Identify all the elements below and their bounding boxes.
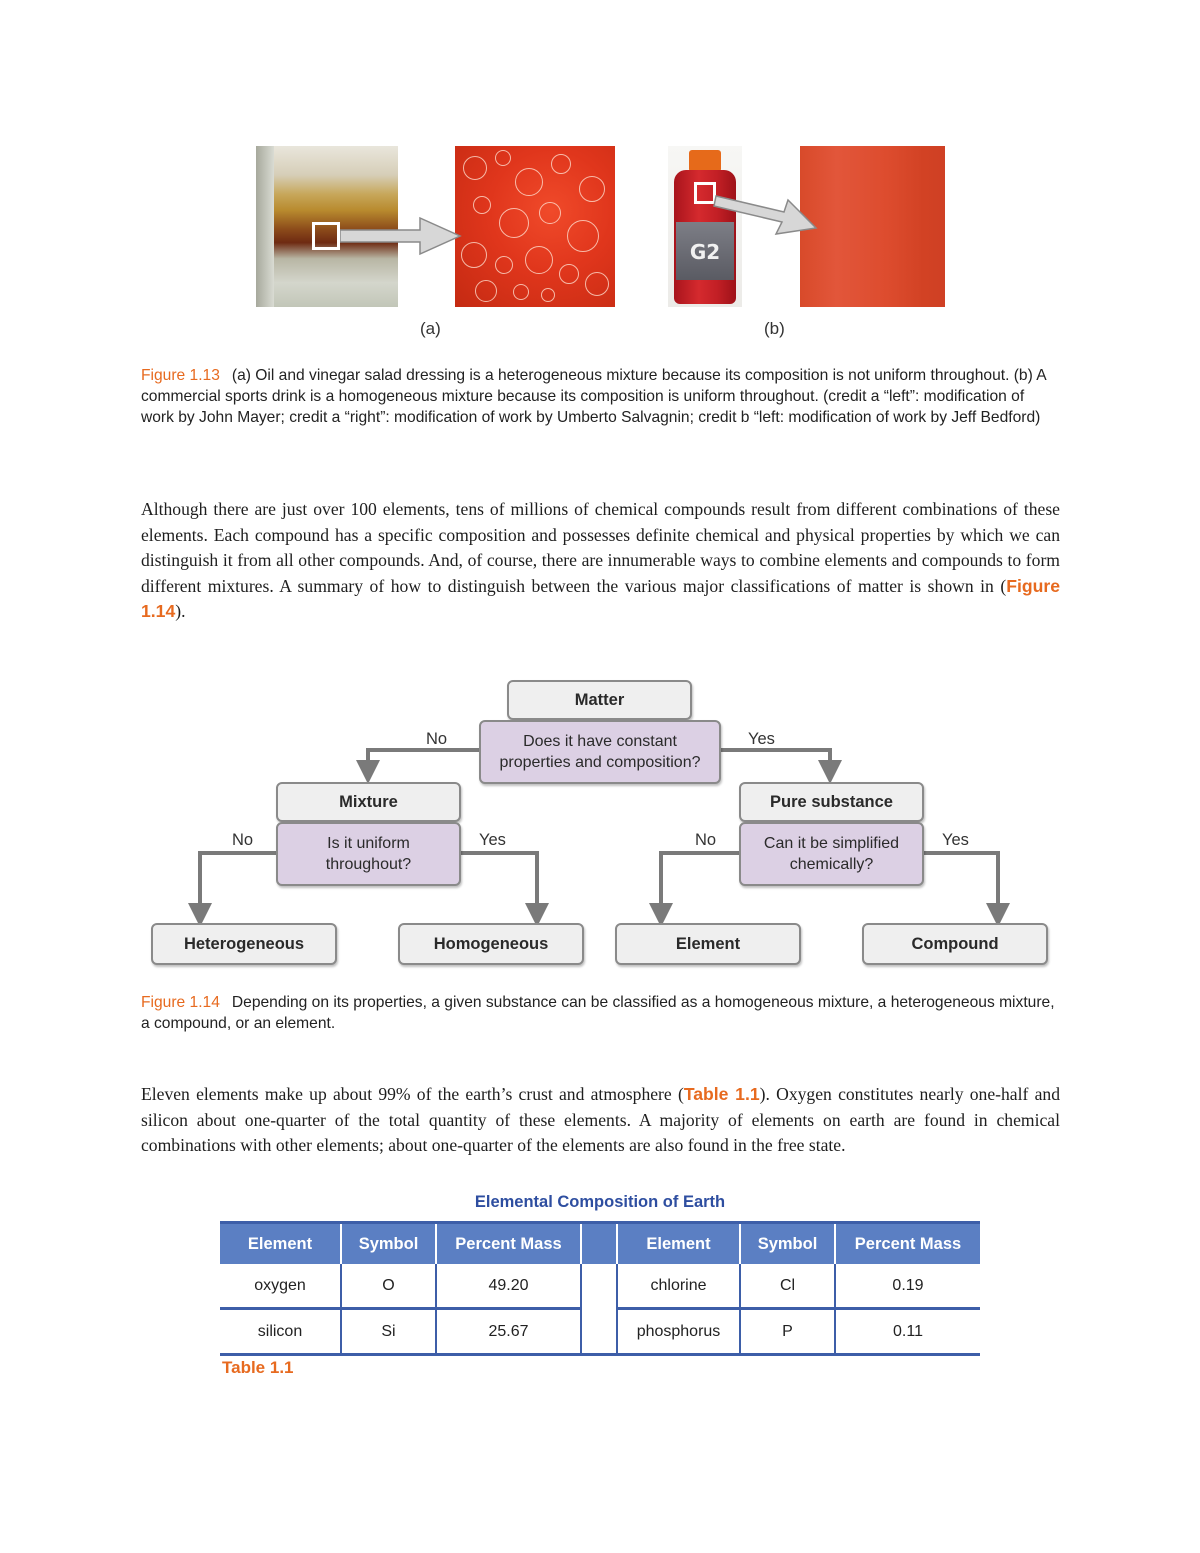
- table-cell: 0.19: [835, 1264, 980, 1309]
- panel-label-b: (b): [764, 319, 785, 338]
- mixture-node: Mixture: [276, 782, 461, 822]
- table-cell: 0.11: [835, 1309, 980, 1355]
- table-cell: P: [740, 1309, 835, 1355]
- table-cell: O: [341, 1264, 436, 1309]
- figure-number: Figure 1.14: [141, 994, 220, 1011]
- homogeneous-node: Homogeneous: [398, 923, 584, 965]
- table-cell: oxygen: [220, 1264, 341, 1309]
- table-title: Elemental Composition of Earth: [474, 1193, 726, 1211]
- body-paragraph: Eleven elements make up about 99% of the earth’s crust and atmosphere (Table 1.1). Oxygen constitutes nearly one-half and silicon about one-quarter of the total quantity of these elements. A majority of elements on earth are found in chemical combinations with other elements; about one-quarter of the elements are also found in the free state.: [141, 1084, 1060, 1155]
- figure-number: Figure 1.13: [141, 367, 220, 384]
- table-row: [220, 1264, 980, 1309]
- heterogeneous-node: Heterogeneous: [151, 923, 337, 965]
- element-node: Element: [615, 923, 801, 965]
- compound-node: Compound: [862, 923, 1048, 965]
- column-header: [581, 1223, 617, 1265]
- table-header-row: [220, 1223, 980, 1265]
- simplify-question: Can it be simplified chemically?: [739, 822, 924, 886]
- column-header: Percent Mass: [436, 1223, 581, 1265]
- table-cell: 49.20: [436, 1264, 581, 1309]
- table-row: [220, 1309, 980, 1355]
- table-cell: silicon: [220, 1309, 341, 1355]
- figure-1-14-caption: [141, 992, 1061, 1034]
- matter-node: Matter: [507, 680, 692, 720]
- table-cell: chlorine: [617, 1264, 740, 1309]
- table-cell: 25.67: [436, 1309, 581, 1355]
- bottle-logo: G2: [689, 240, 721, 264]
- caption-text: Depending on its properties, a given substance can be classified as a homogeneous mixture, a heterogeneous mixture, a compound, or an element.: [141, 994, 1055, 1032]
- branch-label-yes: Yes: [748, 730, 775, 748]
- table-number: Table 1.1: [222, 1358, 294, 1377]
- uniform-question: Is it uniform throughout?: [276, 822, 461, 886]
- column-header: Symbol: [341, 1223, 436, 1265]
- branch-label-no: No: [695, 831, 717, 849]
- branch-label-yes: Yes: [479, 831, 506, 849]
- table-cell: Si: [341, 1309, 436, 1355]
- panel-label-a: (a): [420, 319, 441, 338]
- column-header: Percent Mass: [835, 1223, 980, 1265]
- constant-properties-question: Does it have constant properties and composition?: [479, 720, 721, 784]
- caption-text: (a) Oil and vinegar salad dressing is a heterogeneous mixture because its composition is not uniform throughout. (b) A commercial sports drink is a homogeneous mixture because its composition is uniform throughout. (credit a “left”: modification of work by John Mayer; credit a “right”: modification of work by Umberto Salvagnin; credit b “left: modification of work by Jeff Bedford): [141, 367, 1046, 426]
- column-header: Element: [220, 1223, 341, 1265]
- table-cell: phosphorus: [617, 1309, 740, 1355]
- branch-label-yes: Yes: [942, 831, 969, 849]
- table-cell: [581, 1309, 617, 1355]
- column-header: Symbol: [740, 1223, 835, 1265]
- elemental-composition-table: [220, 1221, 980, 1356]
- table-cell: [581, 1264, 617, 1309]
- pure-substance-node: Pure substance: [739, 782, 924, 822]
- table-cell: Cl: [740, 1264, 835, 1309]
- figure-link[interactable]: Figure 1.14: [141, 575, 1060, 621]
- table-link[interactable]: Table 1.1: [683, 1084, 760, 1104]
- column-header: Element: [617, 1223, 740, 1265]
- branch-label-no: No: [232, 831, 254, 849]
- branch-label-no: No: [426, 730, 448, 748]
- body-paragraph: Although there are just over 100 elements, tens of millions of chemical compounds result from different combinations of these elements. Each compound has a specific composition and possesses definite chemical and physical properties by which we can distinguish it from all other compounds. And, of course, there are innumerable ways to combine elements and compounds to form different mixtures. A summary of how to distinguish between the various major classifications of matter is shown in (Figure 1.14).: [141, 499, 1060, 621]
